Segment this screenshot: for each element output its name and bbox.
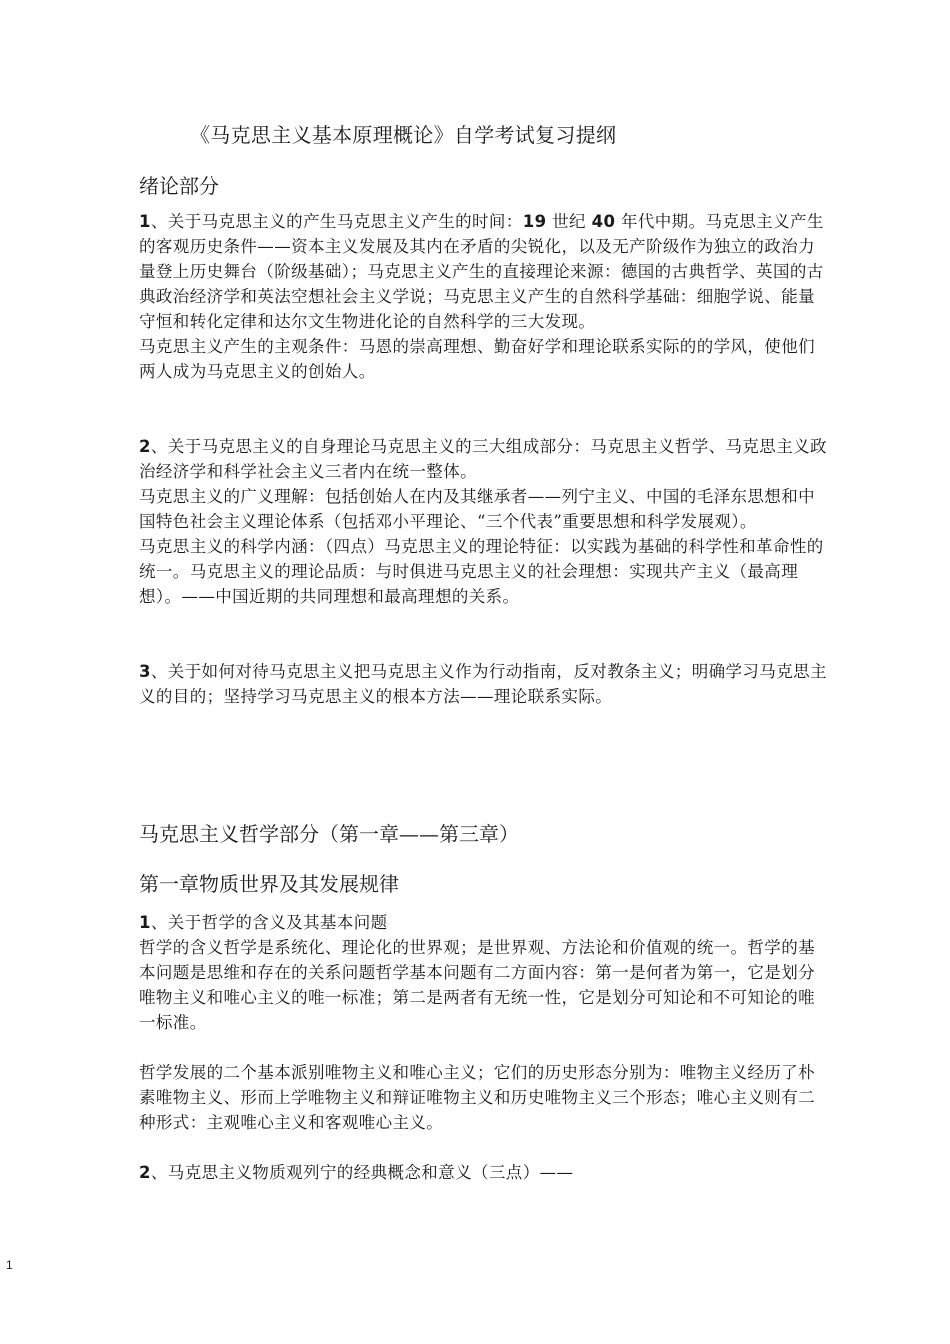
intro-item-2 [139,434,829,609]
intro-heading: 绪论部分 [139,174,219,198]
chapter-1-heading: 第一章物质世界及其发展规律 [139,872,399,896]
number-40: 40 [591,212,616,231]
intro-item-1-text-c: 年代中期。马克思主义产生的客观历史条件——资本主义发展及其内在矛盾的尖锐化，以及无产阶级作为独立的政治力量登上历史舞台（阶级基础）；马克思主义产生的直接理论来源：德国的古典哲学、英国的古典政治经济学和英法空想社会主义学说；马克思主义产生的自然科学基础：细胞学说、能量守恒和转化定律和达尔文生物进化论的自然科学的三大发现。 [139,212,824,331]
philosophy-item-1-title [139,910,829,935]
intro-item-2-para-3: 马克思主义的科学内涵：（四点）马克思主义的理论特征：以实践为基础的科学性和革命性的统一。马克思主义的理论品质：与时俱进马克思主义的社会理想：实现共产主义（最高理想）。——中国近期的共同理想和最高理想的关系。 [139,537,824,606]
number-19: 19 [522,212,547,231]
intro-item-1-text-a: 、关于马克思主义的产生马克思主义产生的时间： [150,212,523,231]
philosophy-item-1-para-2: 哲学发展的二个基本派别唯物主义和唯心主义；它们的历史形态分别为：唯物主义经历了朴素唯物主义、形而上学唯物主义和辩证唯物主义和历史唯物主义三个形态；唯心主义则有二种形式：主观唯心主义和客观唯心主义。 [139,1063,815,1132]
intro-item-3 [139,659,829,709]
intro-item-2-para-1 [139,434,829,484]
intro-item-1-para-1 [139,209,829,334]
intro-item-3-text: 、关于如何对待马克思主义把马克思主义作为行动指南，反对教条主义；明确学习马克思主义的目的；坚持学习马克思主义的根本方法——理论联系实际。 [139,662,827,706]
item-number: 2 [139,437,151,456]
philosophy-item-1 [139,910,829,1035]
philosophy-item-1-para-1: 哲学的含义哲学是系统化、理论化的世界观；是世界观、方法论和价值观的统一。哲学的基本问题是思维和存在的关系问题哲学基本问题有二方面内容：第一是何者为第一，它是划分唯物主义和唯心主义的唯一标准；第二是两者有无统一性，它是划分可知论和不可知论的唯一标准。 [139,938,815,1032]
intro-item-3-para-1 [139,659,829,709]
philosophy-item-2-title [139,1160,829,1185]
intro-item-1 [139,209,829,384]
intro-item-1-text-b: 世纪 [546,212,592,231]
item-number: 2 [139,1163,151,1182]
intro-item-1-para-2: 马克思主义产生的主观条件：马恩的崇高理想、勤奋好学和理论联系实际的的学风，使他们两人成为马克思主义的创始人。 [139,337,815,381]
item-number: 1 [139,913,151,932]
philosophy-item-2 [139,1160,829,1185]
intro-item-2-para-2: 马克思主义的广义理解：包括创始人在内及其继承者——列宁主义、中国的毛泽东思想和中国特色社会主义理论体系（包括邓小平理论、“三个代表”重要思想和科学发展观）。 [139,487,815,531]
page-number: 1 [6,1258,13,1272]
item-number: 1 [139,212,151,231]
document-title: 《马克思主义基本原理概论》自学考试复习提纲 [190,123,617,147]
philosophy-item-1-title-text: 、关于哲学的含义及其基本问题 [150,913,388,932]
philosophy-item-1-para-2-block [139,1060,829,1135]
philosophy-heading: 马克思主义哲学部分（第一章——第三章） [139,822,519,846]
item-number: 3 [139,662,151,681]
intro-item-2-text: 、关于马克思主义的自身理论马克思主义的三大组成部分：马克思主义哲学、马克思主义政治经济学和科学社会主义三者内在统一整体。 [139,437,827,481]
philosophy-item-2-title-text: 、马克思主义物质观列宁的经典概念和意义（三点）—— [150,1163,574,1182]
